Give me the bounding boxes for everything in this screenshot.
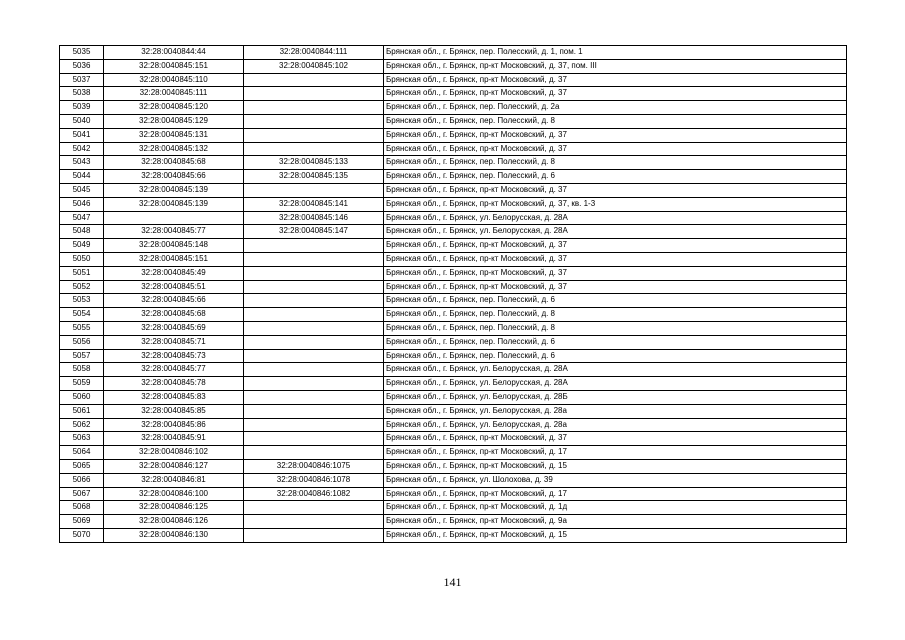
table-row — [60, 128, 847, 142]
table-row — [60, 114, 847, 128]
cadastral-number-cell: 32:28:0040845:86 — [104, 418, 244, 432]
cadastral-number-cell: 32:28:0040845:73 — [104, 349, 244, 363]
cadastral-number-cell: 32:28:0040845:129 — [104, 114, 244, 128]
address-cell: Брянская обл., г. Брянск, пер. Полесский, д. 8 — [384, 156, 847, 170]
cadastral-number-cell: 32:28:0040846:127 — [104, 459, 244, 473]
cadastral-number-cell: 32:28:0040845:131 — [104, 128, 244, 142]
row-number-cell: 5057 — [60, 349, 104, 363]
related-cadastral-number-cell — [244, 239, 384, 253]
table-row — [60, 170, 847, 184]
row-number-cell: 5061 — [60, 404, 104, 418]
row-number-cell: 5056 — [60, 335, 104, 349]
address-cell: Брянская обл., г. Брянск, пр-кт Московский, д. 37 — [384, 73, 847, 87]
table-row — [60, 59, 847, 73]
related-cadastral-number-cell — [244, 363, 384, 377]
table-row — [60, 156, 847, 170]
table-row — [60, 446, 847, 460]
row-number-cell: 5068 — [60, 501, 104, 515]
address-cell: Брянская обл., г. Брянск, пер. Полесский, д. 8 — [384, 114, 847, 128]
address-cell: Брянская обл., г. Брянск, ул. Белорусская, д. 28А — [384, 377, 847, 391]
address-cell: Брянская обл., г. Брянск, пр-кт Московский, д. 17 — [384, 487, 847, 501]
cadastral-number-cell: 32:28:0040845:111 — [104, 87, 244, 101]
related-cadastral-number-cell — [244, 501, 384, 515]
row-number-cell: 5047 — [60, 211, 104, 225]
table-row — [60, 266, 847, 280]
row-number-cell: 5043 — [60, 156, 104, 170]
cadastral-number-cell: 32:28:0040845:139 — [104, 197, 244, 211]
address-cell: Брянская обл., г. Брянск, пер. Полесский, д. 6 — [384, 170, 847, 184]
cadastral-number-cell: 32:28:0040845:69 — [104, 321, 244, 335]
row-number-cell: 5050 — [60, 252, 104, 266]
related-cadastral-number-cell: 32:28:0040845:135 — [244, 170, 384, 184]
cadastral-number-cell: 32:28:0040846:125 — [104, 501, 244, 515]
table-row — [60, 211, 847, 225]
registry-table — [59, 45, 847, 543]
cadastral-number-cell: 32:28:0040845:77 — [104, 363, 244, 377]
cadastral-number-cell: 32:28:0040845:85 — [104, 404, 244, 418]
address-cell: Брянская обл., г. Брянск, пр-кт Московский, д. 9а — [384, 515, 847, 529]
address-cell: Брянская обл., г. Брянск, пр-кт Московский, д. 37 — [384, 239, 847, 253]
row-number-cell: 5045 — [60, 183, 104, 197]
registry-table-body — [60, 46, 847, 543]
cadastral-number-cell: 32:28:0040845:68 — [104, 308, 244, 322]
cadastral-number-cell: 32:28:0040846:126 — [104, 515, 244, 529]
table-row — [60, 308, 847, 322]
table-row — [60, 363, 847, 377]
row-number-cell: 5054 — [60, 308, 104, 322]
address-cell: Брянская обл., г. Брянск, ул. Белорусская, д. 28А — [384, 363, 847, 377]
row-number-cell: 5052 — [60, 280, 104, 294]
related-cadastral-number-cell: 32:28:0040846:1082 — [244, 487, 384, 501]
cadastral-number-cell: 32:28:0040845:66 — [104, 294, 244, 308]
table-row — [60, 87, 847, 101]
row-number-cell: 5066 — [60, 473, 104, 487]
table-row — [60, 487, 847, 501]
table-row — [60, 294, 847, 308]
row-number-cell: 5058 — [60, 363, 104, 377]
related-cadastral-number-cell — [244, 87, 384, 101]
cadastral-number-cell: 32:28:0040845:132 — [104, 142, 244, 156]
related-cadastral-number-cell — [244, 321, 384, 335]
cadastral-number-cell: 32:28:0040845:148 — [104, 239, 244, 253]
table-row — [60, 528, 847, 542]
cadastral-number-cell: 32:28:0040845:139 — [104, 183, 244, 197]
address-cell: Брянская обл., г. Брянск, пр-кт Московский, д. 17 — [384, 446, 847, 460]
related-cadastral-number-cell — [244, 183, 384, 197]
address-cell: Брянская обл., г. Брянск, пер. Полесский, д. 6 — [384, 335, 847, 349]
table-row — [60, 404, 847, 418]
address-cell: Брянская обл., г. Брянск, пер. Полесский, д. 6 — [384, 349, 847, 363]
row-number-cell: 5044 — [60, 170, 104, 184]
related-cadastral-number-cell — [244, 73, 384, 87]
row-number-cell: 5042 — [60, 142, 104, 156]
row-number-cell: 5049 — [60, 239, 104, 253]
row-number-cell: 5039 — [60, 101, 104, 115]
cadastral-number-cell: 32:28:0040845:91 — [104, 432, 244, 446]
cadastral-number-cell: 32:28:0040846:81 — [104, 473, 244, 487]
cadastral-number-cell: 32:28:0040845:120 — [104, 101, 244, 115]
address-cell: Брянская обл., г. Брянск, пр-кт Московский, д. 37 — [384, 266, 847, 280]
address-cell: Брянская обл., г. Брянск, пр-кт Московский, д. 1д — [384, 501, 847, 515]
address-cell: Брянская обл., г. Брянск, ул. Белорусская, д. 28А — [384, 211, 847, 225]
row-number-cell: 5065 — [60, 459, 104, 473]
cadastral-number-cell: 32:28:0040845:66 — [104, 170, 244, 184]
related-cadastral-number-cell — [244, 280, 384, 294]
row-number-cell: 5059 — [60, 377, 104, 391]
related-cadastral-number-cell — [244, 252, 384, 266]
row-number-cell: 5040 — [60, 114, 104, 128]
address-cell: Брянская обл., г. Брянск, ул. Белорусская, д. 28а — [384, 418, 847, 432]
table-row — [60, 239, 847, 253]
related-cadastral-number-cell — [244, 114, 384, 128]
table-row — [60, 390, 847, 404]
table-row — [60, 142, 847, 156]
table-row — [60, 515, 847, 529]
related-cadastral-number-cell — [244, 349, 384, 363]
cadastral-number-cell: 32:28:0040845:68 — [104, 156, 244, 170]
related-cadastral-number-cell — [244, 266, 384, 280]
related-cadastral-number-cell — [244, 432, 384, 446]
page-number: 141 — [443, 575, 462, 589]
row-number-cell: 5036 — [60, 59, 104, 73]
address-cell: Брянская обл., г. Брянск, ул. Белорусская, д. 28А — [384, 225, 847, 239]
related-cadastral-number-cell — [244, 446, 384, 460]
table-row — [60, 225, 847, 239]
row-number-cell: 5062 — [60, 418, 104, 432]
table-row — [60, 197, 847, 211]
related-cadastral-number-cell — [244, 335, 384, 349]
row-number-cell: 5051 — [60, 266, 104, 280]
table-row — [60, 280, 847, 294]
table-row — [60, 432, 847, 446]
related-cadastral-number-cell — [244, 128, 384, 142]
address-cell: Брянская обл., г. Брянск, пер. Полесский, д. 2а — [384, 101, 847, 115]
cadastral-number-cell: 32:28:0040845:110 — [104, 73, 244, 87]
related-cadastral-number-cell — [244, 142, 384, 156]
related-cadastral-number-cell: 32:28:0040846:1075 — [244, 459, 384, 473]
related-cadastral-number-cell — [244, 390, 384, 404]
table-row — [60, 473, 847, 487]
related-cadastral-number-cell: 32:28:0040846:1078 — [244, 473, 384, 487]
cadastral-number-cell: 32:28:0040845:71 — [104, 335, 244, 349]
address-cell: Брянская обл., г. Брянск, пр-кт Московский, д. 37 — [384, 432, 847, 446]
row-number-cell: 5063 — [60, 432, 104, 446]
row-number-cell: 5035 — [60, 46, 104, 60]
related-cadastral-number-cell — [244, 404, 384, 418]
related-cadastral-number-cell — [244, 294, 384, 308]
related-cadastral-number-cell — [244, 418, 384, 432]
cadastral-number-cell: 32:28:0040846:100 — [104, 487, 244, 501]
table-row — [60, 349, 847, 363]
table-row — [60, 459, 847, 473]
row-number-cell: 5055 — [60, 321, 104, 335]
row-number-cell: 5067 — [60, 487, 104, 501]
row-number-cell: 5048 — [60, 225, 104, 239]
address-cell: Брянская обл., г. Брянск, пер. Полесский, д. 6 — [384, 294, 847, 308]
related-cadastral-number-cell — [244, 528, 384, 542]
address-cell: Брянская обл., г. Брянск, пр-кт Московский, д. 37 — [384, 142, 847, 156]
cadastral-number-cell: 32:28:0040845:77 — [104, 225, 244, 239]
cadastral-number-cell — [104, 211, 244, 225]
related-cadastral-number-cell: 32:28:0040844:111 — [244, 46, 384, 60]
row-number-cell: 5046 — [60, 197, 104, 211]
related-cadastral-number-cell — [244, 308, 384, 322]
table-row — [60, 418, 847, 432]
address-cell: Брянская обл., г. Брянск, пр-кт Московский, д. 37 — [384, 87, 847, 101]
table-row — [60, 501, 847, 515]
cadastral-number-cell: 32:28:0040845:51 — [104, 280, 244, 294]
address-cell: Брянская обл., г. Брянск, пр-кт Московский, д. 37 — [384, 183, 847, 197]
row-number-cell: 5070 — [60, 528, 104, 542]
related-cadastral-number-cell: 32:28:0040845:133 — [244, 156, 384, 170]
address-cell: Брянская обл., г. Брянск, пр-кт Московский, д. 15 — [384, 528, 847, 542]
cadastral-number-cell: 32:28:0040845:83 — [104, 390, 244, 404]
cadastral-number-cell: 32:28:0040846:102 — [104, 446, 244, 460]
table-row — [60, 73, 847, 87]
cadastral-number-cell: 32:28:0040845:78 — [104, 377, 244, 391]
address-cell: Брянская обл., г. Брянск, ул. Белорусская, д. 28Б — [384, 390, 847, 404]
row-number-cell: 5053 — [60, 294, 104, 308]
table-row — [60, 101, 847, 115]
table-row — [60, 335, 847, 349]
row-number-cell: 5069 — [60, 515, 104, 529]
table-row — [60, 377, 847, 391]
table-row — [60, 321, 847, 335]
address-cell: Брянская обл., г. Брянск, пр-кт Московский, д. 37 — [384, 252, 847, 266]
address-cell: Брянская обл., г. Брянск, пер. Полесский, д. 8 — [384, 308, 847, 322]
related-cadastral-number-cell: 32:28:0040845:146 — [244, 211, 384, 225]
row-number-cell: 5038 — [60, 87, 104, 101]
row-number-cell: 5060 — [60, 390, 104, 404]
row-number-cell: 5064 — [60, 446, 104, 460]
cadastral-number-cell: 32:28:0040846:130 — [104, 528, 244, 542]
address-cell: Брянская обл., г. Брянск, ул. Белорусская, д. 28а — [384, 404, 847, 418]
cadastral-number-cell: 32:28:0040844:44 — [104, 46, 244, 60]
address-cell: Брянская обл., г. Брянск, пр-кт Московский, д. 37 — [384, 128, 847, 142]
related-cadastral-number-cell — [244, 377, 384, 391]
table-row — [60, 183, 847, 197]
address-cell: Брянская обл., г. Брянск, ул. Шолохова, д. 39 — [384, 473, 847, 487]
related-cadastral-number-cell: 32:28:0040845:102 — [244, 59, 384, 73]
address-cell: Брянская обл., г. Брянск, пр-кт Московский, д. 37, кв. 1-3 — [384, 197, 847, 211]
address-cell: Брянская обл., г. Брянск, пр-кт Московский, д. 37 — [384, 280, 847, 294]
cadastral-number-cell: 32:28:0040845:49 — [104, 266, 244, 280]
row-number-cell: 5041 — [60, 128, 104, 142]
row-number-cell: 5037 — [60, 73, 104, 87]
related-cadastral-number-cell: 32:28:0040845:141 — [244, 197, 384, 211]
address-cell: Брянская обл., г. Брянск, пр-кт Московский, д. 15 — [384, 459, 847, 473]
address-cell: Брянская обл., г. Брянск, пер. Полесский, д. 1, пом. 1 — [384, 46, 847, 60]
related-cadastral-number-cell — [244, 101, 384, 115]
related-cadastral-number-cell — [244, 515, 384, 529]
address-cell: Брянская обл., г. Брянск, пр-кт Московский, д. 37, пом. III — [384, 59, 847, 73]
cadastral-number-cell: 32:28:0040845:151 — [104, 59, 244, 73]
table-row — [60, 46, 847, 60]
cadastral-number-cell: 32:28:0040845:151 — [104, 252, 244, 266]
related-cadastral-number-cell: 32:28:0040845:147 — [244, 225, 384, 239]
table-row — [60, 252, 847, 266]
address-cell: Брянская обл., г. Брянск, пер. Полесский, д. 8 — [384, 321, 847, 335]
